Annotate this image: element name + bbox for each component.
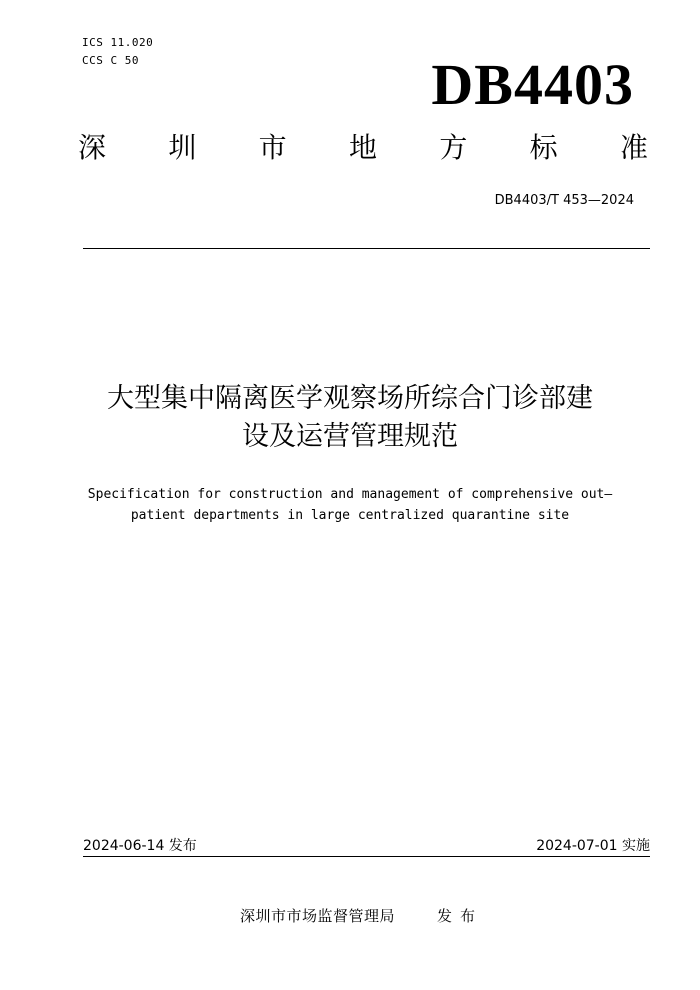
standard-type-char: 深 [78,131,107,164]
top-divider [83,248,650,249]
chinese-title-line-1: 大型集中隔离医学观察场所综合门诊部建 [107,383,593,414]
standard-code-large: DB4403 [431,52,634,117]
english-title-line-1: Specification for construction and management of comprehensive out— [87,487,613,502]
standard-type-char: 圳 [168,131,197,164]
chinese-title-line-2: 设及运营管理规范 [242,421,458,452]
ccs-code: CCS C 50 [82,54,139,67]
standard-number: DB4403/T 453—2024 [494,193,634,208]
bottom-divider [83,856,650,857]
standard-type-char: 市 [258,131,287,164]
issue-label: 发布 [437,907,484,925]
standard-type-char: 方 [439,131,468,164]
publish-date: 2024-06-14 发布 [83,838,197,854]
standard-type-heading [78,131,648,164]
standard-type-char: 准 [619,131,648,164]
english-title [60,484,640,526]
implement-date: 2024-07-01 实施 [536,838,650,854]
ics-code: ICS 11.020 [82,36,154,49]
standard-type-char: 标 [529,131,558,164]
issuing-authority: 深圳市市场监督管理局 [240,907,396,925]
english-title-line-2: patient departments in large centralized quarantine site [130,508,570,523]
standard-type-char: 地 [348,131,377,164]
chinese-title [60,380,640,456]
